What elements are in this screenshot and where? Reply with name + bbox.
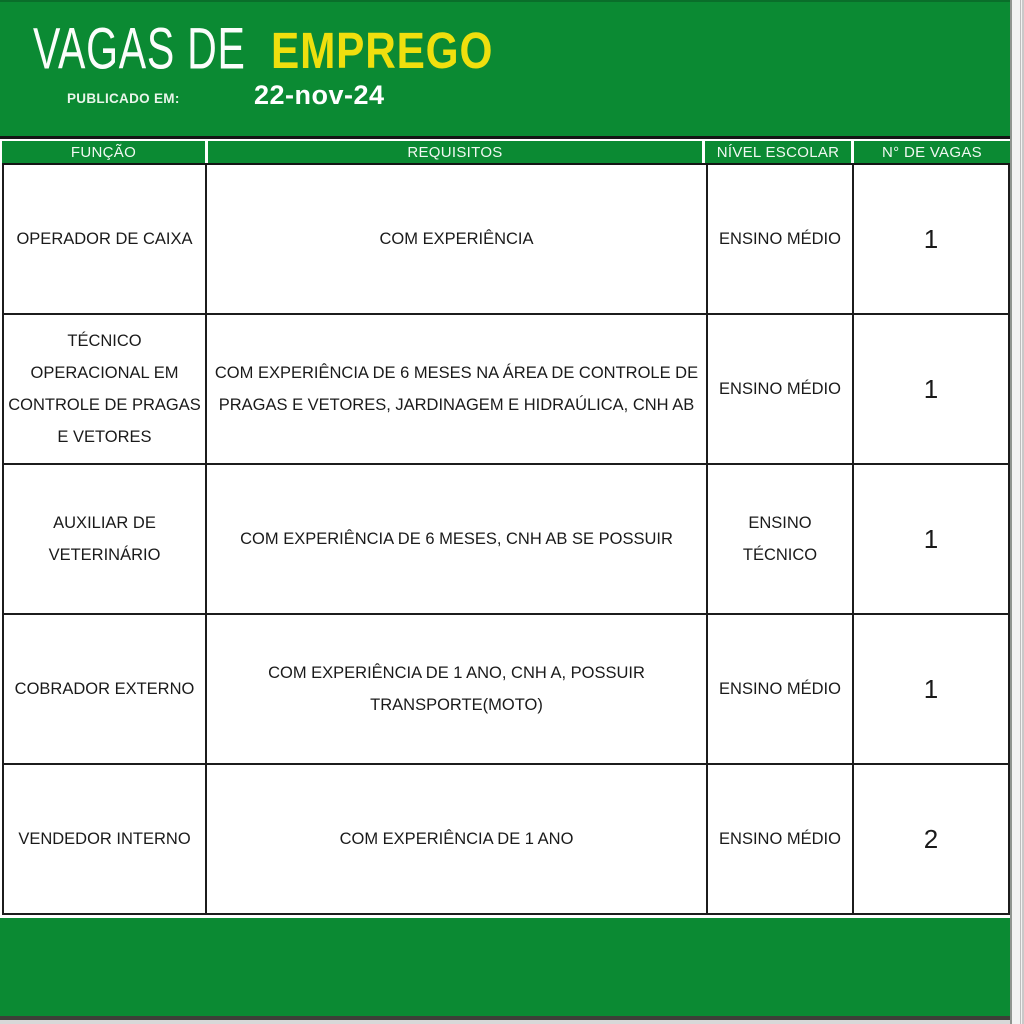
page-title-vagas-de: VAGAS DE [33, 16, 246, 82]
cell-funcao: TÉCNICO OPERACIONAL EM CONTROLE DE PRAGAS E VETORES [4, 315, 207, 463]
cell-n-de-vagas: 1 [854, 465, 1010, 613]
cell-requisitos: COM EXPERIÊNCIA DE 6 MESES, CNH AB SE POSSUIR [207, 465, 708, 613]
window-bottom-gutter [0, 1020, 1024, 1024]
jobs-table [2, 165, 1010, 915]
header-cell-funcao: FUNÇÃO [2, 141, 205, 163]
cell-n-de-vagas: 1 [854, 315, 1010, 463]
cell-funcao: VENDEDOR INTERNO [4, 765, 207, 913]
cell-n-de-vagas: 2 [854, 765, 1010, 913]
header-cell-n-de-vagas: N° DE VAGAS [854, 141, 1010, 163]
header-banner [0, 0, 1010, 137]
cell-nivel-escolar: ENSINO MÉDIO [708, 165, 854, 313]
cell-nivel-escolar: ENSINO MÉDIO [708, 315, 854, 463]
cell-requisitos: COM EXPERIÊNCIA [207, 165, 708, 313]
scrollbar-inner-line [1020, 0, 1021, 1024]
table-header-row [2, 141, 1010, 165]
cell-nivel-escolar: ENSINO MÉDIO [708, 615, 854, 763]
table-row [4, 165, 1010, 315]
header-cell-nivel-escolar: NÍVEL ESCOLAR [705, 141, 851, 163]
published-date: 22-nov-24 [254, 80, 385, 110]
table-row [4, 315, 1010, 465]
cell-nivel-escolar: ENSINO MÉDIO [708, 765, 854, 913]
cell-n-de-vagas: 1 [854, 165, 1010, 313]
cell-requisitos: COM EXPERIÊNCIA DE 1 ANO, CNH A, POSSUIR TRANSPORTE(MOTO) [207, 615, 708, 763]
published-label: PUBLICADO EM: [67, 91, 180, 106]
cell-requisitos: COM EXPERIÊNCIA DE 6 MESES NA ÁREA DE CONTROLE DE PRAGAS E VETORES, JARDINAGEM E HIDRAÚLICA, CNH AB [207, 315, 708, 463]
table-row [4, 465, 1010, 615]
cell-nivel-escolar: ENSINO TÉCNICO [708, 465, 854, 613]
footer-band [0, 918, 1010, 1016]
cell-requisitos: COM EXPERIÊNCIA DE 1 ANO [207, 765, 708, 913]
cell-n-de-vagas: 1 [854, 615, 1010, 763]
scrollbar-track[interactable] [1010, 0, 1024, 1024]
table-row [4, 615, 1010, 765]
banner-divider [0, 136, 1010, 139]
cell-funcao: OPERADOR DE CAIXA [4, 165, 207, 313]
table-row [4, 765, 1010, 915]
cell-funcao: COBRADOR EXTERNO [4, 615, 207, 763]
cell-funcao: AUXILIAR DE VETERINÁRIO [4, 465, 207, 613]
page-title-emprego: EMPREGO [271, 22, 494, 79]
header-cell-requisitos: REQUISITOS [208, 141, 702, 163]
